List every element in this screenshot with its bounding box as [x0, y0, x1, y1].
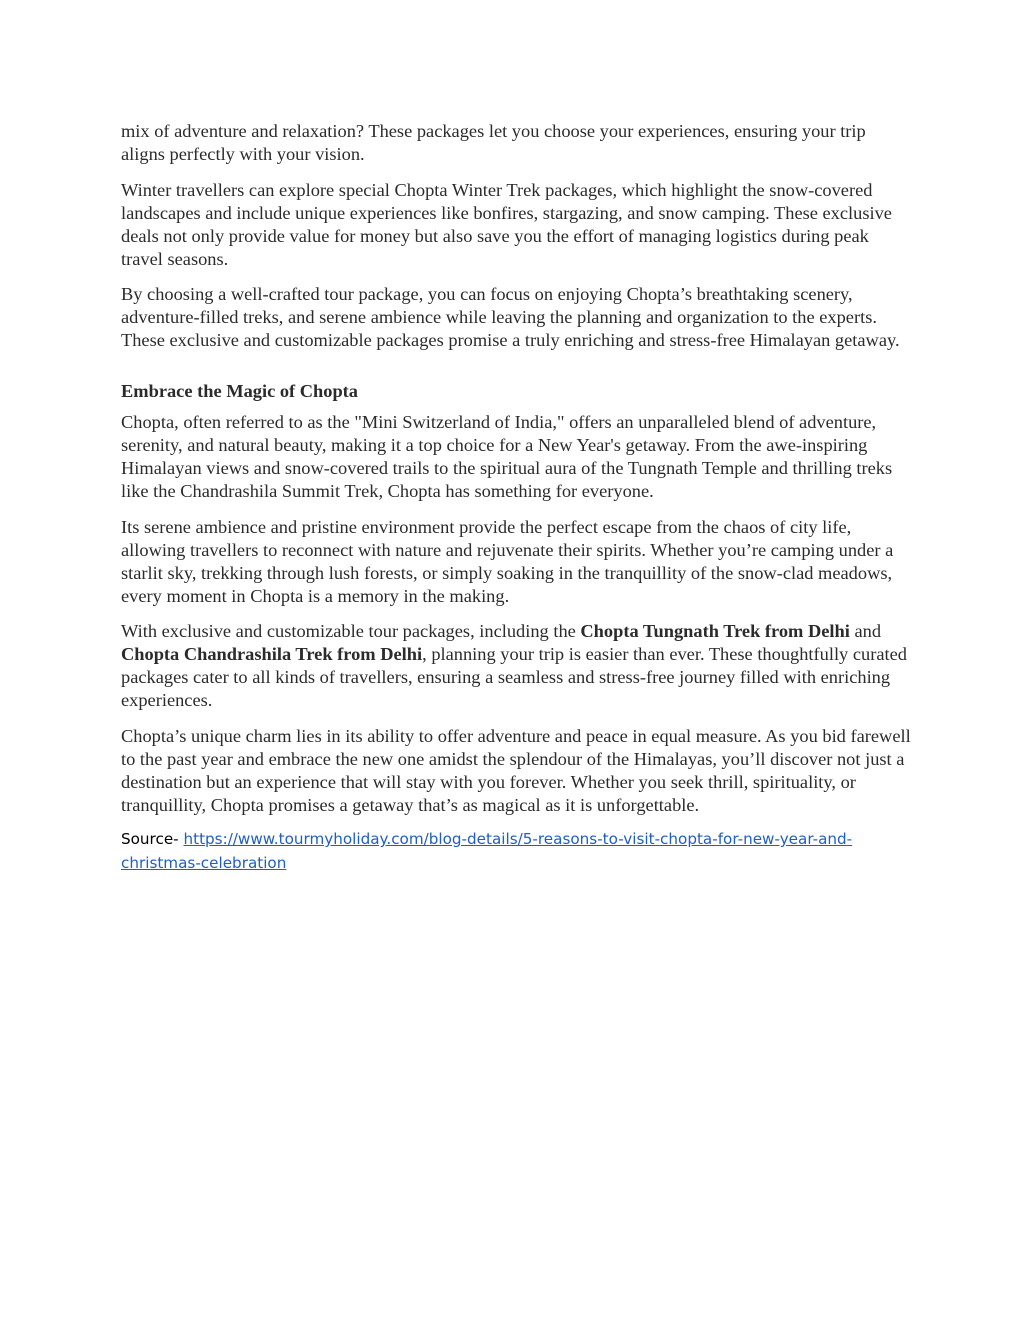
source-label: Source-: [121, 830, 184, 848]
text-fragment: , planning your trip is easier than ever. These thoughtfully curated packages cater to all kinds of travellers, ensuring a seamless and stress-free journey filled with enriching experiences.: [121, 644, 907, 710]
source-line: [121, 827, 911, 875]
section-heading: Embrace the Magic of Chopta: [121, 381, 358, 401]
paragraph-exclusive-packages: [121, 620, 911, 712]
paragraph-tour-package: By choosing a well-crafted tour package, you can focus on enjoying Chopta’s breathtaking scenery, adventure-filled treks, and serene ambience while leaving the planning and organization to the experts. These exclusive and customizable packages promise a truly enriching and stress-free Himalayan getaway.: [121, 284, 900, 350]
paragraph-unique-charm: Chopta’s unique charm lies in its ability to offer adventure and peace in equal measure. As you bid farewell to the past year and embrace the new one amidst the splendour of the Himalayas, you’ll discover not just a destination but an experience that will stay with you forever. Whether you seek thrill, spirituality, or tranquillity, Chopta promises a getaway that’s as magical as it is unforgettable.: [121, 725, 911, 815]
bold-tungnath-trek: Chopta Tungnath Trek from Delhi: [580, 621, 850, 641]
text-fragment: With exclusive and customizable tour packages, including the: [121, 621, 581, 641]
paragraph-mini-switzerland: Chopta, often referred to as the "Mini Switzerland of India," offers an unparalleled blend of adventure, serenity, and natural beauty, making it a top choice for a New Year's getaway. From the awe-inspiring Himalayan views and snow-covered trails to the spiritual aura of the Tungnath Temple and thrilling treks like the Chandrashila Summit Trek, Chopta has something for everyone.: [121, 412, 893, 501]
text-fragment: and: [849, 621, 882, 641]
document-page: [121, 120, 911, 875]
paragraph-winter-packages: Winter travellers can explore special Chopta Winter Trek packages, which highlight the snow-covered landscapes and include unique experiences like bonfires, stargazing, and snow camping. These exclusive deals not only provide value for money but also save you the effort of managing logistics during peak travel seasons.: [121, 179, 892, 269]
bold-chandrashila-trek: Chopta Chandrashila Trek from Delhi: [121, 644, 423, 664]
source-link[interactable]: https://www.tourmyholiday.com/blog-details/5-reasons-to-visit-chopta-for-new-year-and-christmas-celebration: [121, 830, 853, 872]
paragraph-serene-ambience: Its serene ambience and pristine environment provide the perfect escape from the chaos of city life, allowing travellers to reconnect with nature and rejuvenate their spirits. Whether you’re camping under a starlit sky, trekking through lush forests, or simply soaking in the tranquillity of the snow-clad meadows, every moment in Chopta is a memory in the making.: [121, 516, 894, 606]
paragraph-intro-continued: mix of adventure and relaxation? These packages let you choose your experiences, ensuring your trip aligns perfectly with your vision.: [121, 121, 866, 164]
